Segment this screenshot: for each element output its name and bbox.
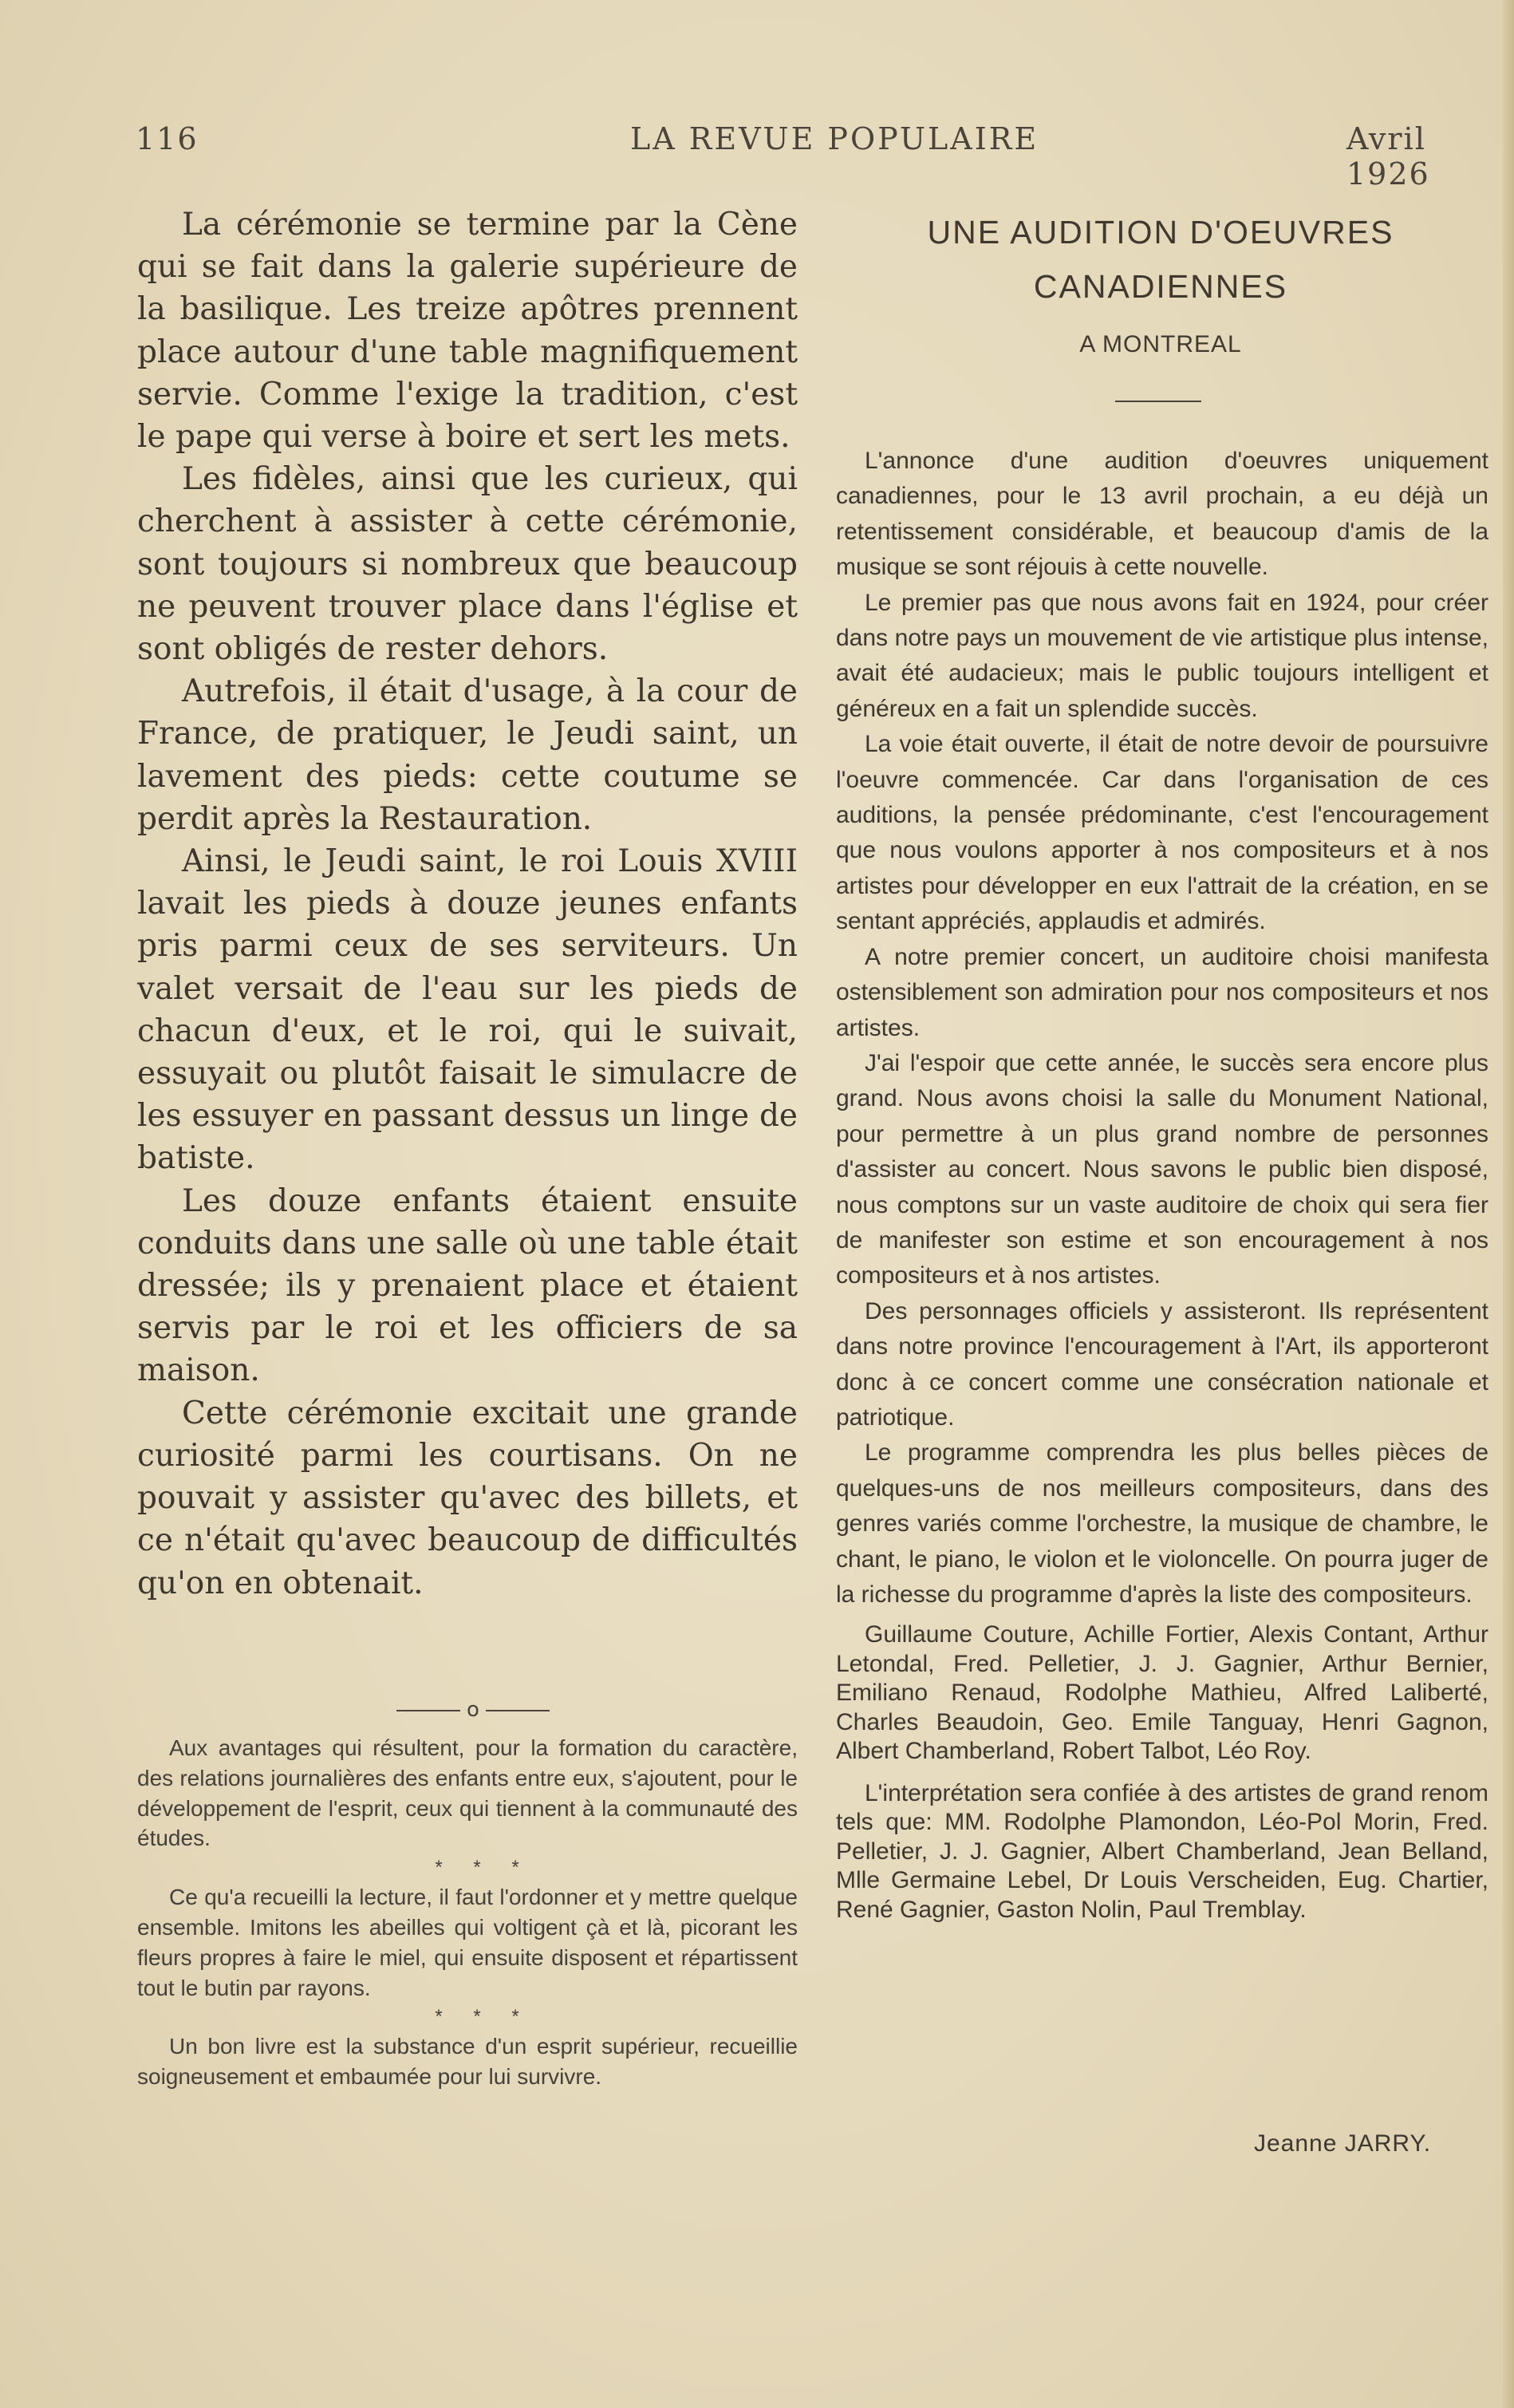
asterism: * * * bbox=[435, 1857, 532, 1879]
maxim: Ce qu'a recueilli la lecture, il faut l'ordonner et y mettre quelque ensemble. Imitons les abeilles qui voltigent çà et là, picorant les fleurs propres à faire le miel, qui ensuite disposent et répartissent tout le butin par rayons. bbox=[137, 1885, 798, 2000]
paragraph: La cérémonie se termine par la Cène qui se fait dans la galerie supérieure de la basilique. Les treize apôtres prennent place autour d'une table magnifiquement servie. Comme l'exige la tradition, c'est le pape qui verse à boire et sert les mets. bbox=[137, 207, 798, 456]
divider-rule bbox=[486, 1710, 550, 1711]
artist-list: L'interprétation sera confiée à des artistes de grand renom tels que: MM. Rodolphe Plamondon, Léo-Pol Morin, Fred. Pelletier, J. J. Gagnier, Albert Chamberland, Jean Belland, Mlle Germaine Lebel, Dr Louis Verscheiden, Eug. Chartier, René Gagnier, Gaston Nolin, Paul Tremblay. bbox=[836, 1779, 1488, 1923]
article-title-line1: UNE AUDITION D'OEUVRES bbox=[927, 214, 1394, 251]
maxims-section bbox=[137, 1733, 798, 2092]
composer-list: Guillaume Couture, Achille Fortier, Alexis Contant, Arthur Letondal, Fred. Pelletier, J. J. Gagnier, Arthur Bernier, Emiliano Renaud, Rodolphe Mathieu, Alfred Laliberté, Charles Beaudoin, Geo. Emile Tanguay, Henri Gagnon, Albert Chamberland, Robert Talbot, Léo Roy. bbox=[836, 1621, 1488, 1765]
paragraph: Cette cérémonie excitait une grande curiosité parmi les courtisans. On ne pouvait y assister qu'avec des billets, et ce n'était qu'avec beaucoup de difficultés qu'on en obtenait. bbox=[137, 1395, 798, 1601]
article-subtitle: A MONTREAL bbox=[1079, 331, 1242, 357]
divider-rule bbox=[396, 1710, 460, 1711]
paragraph: L'annonce d'une audition d'oeuvres uniquement canadiennes, pour le 13 avril prochain, a eu déjà un retentissement considérable, et beaucoup d'amis de la musique se sont réjouis à cette nouvelle. bbox=[836, 448, 1488, 581]
paragraph: Ainsi, le Jeudi saint, le roi Louis XVIII lavait les pieds à douze jeunes enfants pris parmi ceux de ses serviteurs. Un valet versait de l'eau sur les pieds de chacun d'eux, et le roi, qui le suivait, essuyait ou plutôt faisait le simulacre de les essuyer en passant dessus un linge de batiste. bbox=[137, 843, 798, 1177]
paragraph: Autrefois, il était d'usage, à la cour de France, de pratiquer, le Jeudi saint, un lavement des pieds: cette coutume se perdit après la Restauration. bbox=[137, 673, 798, 837]
author-signature: Jeanne JARRY. bbox=[1254, 2130, 1432, 2157]
paragraph: Des personnages officiels y assisteront. Ils représentent dans notre province l'encouragement à l'Art, ils apporteront donc à ce concert comme une consécration nationale et patriotique. bbox=[836, 1297, 1488, 1431]
paragraph: Les fidèles, ainsi que les curieux, qui cherchent à assister à cette cérémonie, sont toujours si nombreux que beaucoup ne peuvent trouver place dans l'église et sont obligés de rester dehors. bbox=[137, 461, 798, 668]
section-divider bbox=[373, 1698, 573, 1722]
paragraph: A notre premier concert, un auditoire choisi manifesta ostensiblement son admiration pour nos compositeurs et nos artistes. bbox=[836, 943, 1488, 1041]
divider-ornament: o bbox=[467, 1698, 479, 1722]
right-article bbox=[836, 444, 1488, 1924]
page-number: 116 bbox=[136, 121, 199, 156]
publication-title: LA REVUE POPULAIRE bbox=[630, 121, 1039, 156]
title-rule bbox=[1115, 401, 1201, 402]
paragraph: Les douze enfants étaient ensuite conduits dans une salle où une table était dressée; ils y prenaient place et étaient servis par le roi et les officiers de sa maison. bbox=[137, 1182, 798, 1389]
maxim: Aux avantages qui résultent, pour la formation du caractère, des relations journalières des enfants entre eux, s'ajoutent, pour le développement de l'esprit, ceux qui tiennent à la communauté des études. bbox=[137, 1735, 798, 1851]
article-title-line2: CANADIENNES bbox=[1033, 268, 1288, 305]
maxim: Un bon livre est la substance d'un esprit supérieur, recueillie soigneusement et embaumée pour lui survivre. bbox=[137, 2034, 798, 2090]
issue-date: Avril 1926 bbox=[1346, 121, 1430, 191]
left-article bbox=[137, 203, 798, 1605]
paragraph: J'ai l'espoir que cette année, le succès sera encore plus grand. Nous avons choisi la salle du Monument National, pour permettre à un plus grand nombre de personnes d'assister au concert. Nous savons le public bien disposé, nous comptons sur un vaste auditoire de choix qui sera fier de manifester son estime et son encouragement à nos compositeurs et à nos artistes. bbox=[836, 1049, 1488, 1289]
paragraph: Le programme comprendra les plus belles pièces de quelques-uns de nos meilleurs compositeurs, dans des genres variés comme l'orchestre, la musique de chambre, le chant, le piano, le violon et le violoncelle. On pourra juger de la richesse du programme d'après la liste des compositeurs. bbox=[836, 1439, 1488, 1608]
paragraph: Le premier pas que nous avons fait en 1924, pour créer dans notre pays un mouvement de vie artistique plus intense, avait été audacieux; mais le public toujours intelligent et généreux en a fait un splendide succès. bbox=[836, 589, 1488, 722]
asterism: * * * bbox=[435, 2006, 532, 2028]
page-edge bbox=[1503, 0, 1514, 2408]
paragraph: La voie était ouverte, il était de notre devoir de poursuivre l'oeuvre commencée. Car dans l'organisation de ces auditions, la pensée prédominante, c'est l'encouragement que nous voulons apporter à nos compositeurs et à nos artistes pour développer en eux l'attrait de la création, en se sentant appréciés, applaudis et admirés. bbox=[836, 731, 1488, 935]
